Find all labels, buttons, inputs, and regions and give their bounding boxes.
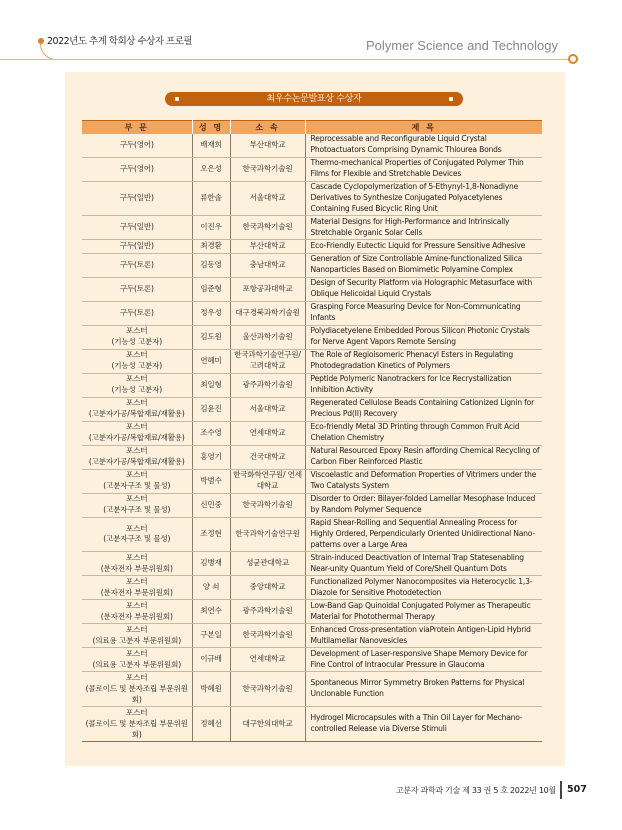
category-cell-text: 구두(토론) [119, 307, 154, 317]
name-cell-text: 최연수 [200, 606, 222, 616]
affiliation-cell [230, 134, 305, 158]
table-row [82, 493, 542, 517]
section-title: 2022년도 추계 학회상 수상자 프로필 [47, 36, 193, 47]
name-cell-text: 홍영기 [200, 451, 222, 461]
name-cell [192, 576, 230, 600]
affiliation-cell-text: 광주과학기술원 [242, 606, 293, 616]
category-cell [82, 134, 192, 158]
affiliation-cell [230, 672, 305, 707]
ring-icon [568, 54, 578, 64]
category-cell-text: 포스터 [126, 649, 148, 658]
table-row [82, 421, 542, 445]
title-cell-text: Generation of Size Controllable Amine-functionalized Silica Nanoparticles Based on Biomimetic Polyamine Complex [310, 254, 523, 274]
affiliation-cell-text: 한국과학기술연구원/ 고려대학교 [234, 350, 301, 370]
affiliation-cell-text: 한국과학기술원 [242, 499, 293, 509]
title-cell-text: Eco-friendly Metal 3D Printing through Common Fruit Acid Chelation Chemistry [310, 422, 520, 442]
affiliation-cell [230, 240, 305, 253]
affiliation-cell [230, 421, 305, 445]
title-cell [305, 517, 542, 552]
table-row [82, 648, 542, 672]
category-cell [82, 707, 192, 742]
name-cell-text: 연혜미 [200, 355, 222, 365]
title-cell [305, 277, 542, 301]
affiliation-cell [230, 445, 305, 469]
category-cell [82, 493, 192, 517]
table-row [82, 576, 542, 600]
category-cell-text: (고분자가공/복합재료/재활용) [88, 409, 185, 418]
title-cell-text: Enhanced Cross-presentation viaProtein Antigen-Lipid Hybrid Multilamellar Nanovesicles [310, 625, 531, 645]
col-affiliation: 소 속 [230, 121, 305, 134]
banner-dot-icon [175, 97, 179, 101]
col-name: 성 명 [192, 121, 230, 134]
category-cell-text: 포스터 [126, 601, 148, 610]
category-cell-text: 포스터 [126, 553, 148, 562]
title-cell-text: Peptide Polymeric Nanotrackers for Ice Recrystallization Inhibition Activity [310, 374, 512, 394]
table-row [82, 707, 542, 742]
journal-title: Polymer Science and Technology [366, 38, 558, 53]
table-row [82, 253, 542, 277]
title-cell-text: Spontaneous Mirror Symmetry Broken Patterns for Physical Unclonable Function [310, 678, 525, 699]
name-cell [192, 325, 230, 349]
table-row [82, 600, 542, 624]
affiliation-cell-text: 건국대학교 [249, 451, 286, 461]
table-row [82, 672, 542, 707]
title-cell-text: Viscoelastic and Deformation Properties of Vitrimers under the Two Catalysts System [310, 470, 537, 490]
table-row [82, 240, 542, 253]
affiliation-cell [230, 157, 305, 181]
affiliation-cell [230, 325, 305, 349]
name-cell [192, 624, 230, 648]
category-cell-text: 구두(영어) [119, 139, 154, 149]
title-cell [305, 648, 542, 672]
name-cell-text: 김동영 [200, 259, 222, 269]
name-cell [192, 373, 230, 397]
title-cell [305, 397, 542, 421]
affiliation-cell [230, 624, 305, 648]
title-cell-text: Regenerated Cellulose Beads Containing Cationized Lignin for Precious Pd(II) Recovery [310, 398, 534, 418]
page-number: 507 [567, 784, 587, 795]
title-cell-text: Thermo-mechanical Properties of Conjugated Polymer Thin Films for Flexible and Stretchable Devices [310, 158, 524, 178]
category-cell [82, 181, 192, 216]
title-cell [305, 469, 542, 493]
affiliation-cell-text: 부산대학교 [249, 241, 286, 250]
category-cell [82, 624, 192, 648]
affiliation-cell [230, 301, 305, 325]
title-cell-text: Eco-Friendly Eutectic Liquid for Pressure Sensitive Adhesive [310, 241, 526, 250]
name-cell [192, 253, 230, 277]
category-cell-text: (콜로이드 및 분자조립 부문위원회) [85, 718, 188, 739]
category-cell-text: 포스터 [126, 326, 148, 336]
name-cell-text: 이진우 [200, 222, 222, 232]
name-cell [192, 216, 230, 240]
title-cell-text: Cascade Cyclopolymerization of 5-Ethynyl-1,8-Nonadiyne Derivatives to Synthesize Conjugated Polyacetylenes Containing Fused Bicyclic Ring Unit [310, 182, 519, 213]
category-cell-text: (고분자구조 및 물성) [103, 505, 171, 514]
title-cell [305, 552, 542, 576]
name-cell [192, 397, 230, 421]
name-cell-text: 조정현 [200, 529, 222, 538]
name-cell-text: 김병재 [200, 558, 222, 568]
name-cell [192, 277, 230, 301]
title-cell-text: Hydrogel Microcapsules with a Thin Oil Layer for Mechano-controlled Release via Diverse Stimuli [310, 713, 523, 734]
name-cell-text: 김도원 [200, 331, 222, 341]
title-cell [305, 624, 542, 648]
title-cell [305, 325, 542, 349]
table-row [82, 181, 542, 216]
affiliation-cell [230, 707, 305, 742]
title-cell [305, 600, 542, 624]
category-cell-text: 포스터 [126, 422, 148, 432]
table-header-row [82, 121, 542, 134]
banner-title: 최우수논문발표상 수상자 [266, 94, 362, 104]
name-cell-text: 박혜원 [200, 683, 222, 693]
title-cell [305, 216, 542, 240]
title-cell-text: Development of Laser-responsive Shape Memory Device for Fine Control of Intraocular Pressure in Glaucoma [310, 649, 528, 669]
affiliation-cell-text: 서울대학교 [249, 193, 286, 202]
table-row [82, 624, 542, 648]
table-row [82, 325, 542, 349]
name-cell-text: 최경환 [200, 241, 222, 250]
title-cell-text: Natural Resourced Epoxy Resin affording Chemical Recycling of Carbon Fiber Reinforced Plastic [310, 446, 540, 466]
table-row [82, 157, 542, 181]
affiliation-cell [230, 552, 305, 576]
table-row [82, 469, 542, 493]
name-cell [192, 301, 230, 325]
category-cell [82, 240, 192, 253]
affiliation-cell-text: 성균관대학교 [246, 558, 289, 568]
category-cell-text: (의료용 고분자 부문위원회) [92, 659, 181, 669]
affiliation-cell-text: 한국과학기술원 [242, 630, 293, 640]
name-cell-text: 오은성 [200, 163, 222, 173]
category-cell-text: (콜로이드 및 분자조립 부문위원회) [85, 683, 188, 704]
banner-dot-icon [449, 97, 453, 101]
affiliation-cell-text: 연세대학교 [249, 654, 286, 664]
category-cell-text: (고분자구조 및 물성) [103, 481, 171, 490]
affiliation-cell-text: 대구한의대학교 [242, 718, 293, 728]
title-cell [305, 157, 542, 181]
category-cell-text: 포스터 [126, 577, 148, 586]
name-cell-text: 배재희 [200, 139, 222, 149]
category-cell [82, 469, 192, 493]
title-cell [305, 253, 542, 277]
category-cell-text: 포스터 [126, 374, 148, 384]
name-cell [192, 707, 230, 742]
category-cell-text: 포스터 [126, 470, 148, 480]
table-row [82, 349, 542, 373]
category-cell-text: 구두(일반) [119, 241, 154, 250]
category-cell [82, 517, 192, 552]
category-cell-text: (기능성 고분자) [111, 361, 163, 370]
name-cell [192, 493, 230, 517]
name-cell-text: 류한솔 [200, 193, 222, 202]
affiliation-cell-text: 한국과학기술원 [242, 163, 293, 173]
affiliation-cell-text: 충남대학교 [249, 259, 286, 269]
title-cell [305, 240, 542, 253]
category-cell [82, 277, 192, 301]
table-row [82, 216, 542, 240]
name-cell [192, 552, 230, 576]
affiliation-cell-text: 부산대학교 [249, 139, 286, 149]
name-cell-text: 임준형 [200, 283, 222, 293]
awardee-table [82, 120, 542, 742]
category-cell [82, 373, 192, 397]
category-cell-text: 구두(영어) [119, 163, 154, 173]
category-cell-text: 구두(토론) [119, 283, 154, 293]
category-cell-text: (분자전자 부문위원회) [100, 587, 173, 597]
affiliation-cell [230, 517, 305, 552]
category-cell-text: (분자전자 부문위원회) [100, 611, 173, 621]
affiliation-cell [230, 253, 305, 277]
category-cell [82, 648, 192, 672]
category-cell [82, 600, 192, 624]
name-cell-text: 조수영 [200, 427, 222, 437]
title-cell [305, 576, 542, 600]
title-cell [305, 707, 542, 742]
category-cell [82, 421, 192, 445]
name-cell-text: 정우성 [200, 307, 222, 317]
title-cell [305, 672, 542, 707]
name-cell-text: 이규배 [200, 654, 222, 664]
col-category: 부 문 [82, 121, 192, 134]
title-cell-text: Design of Security Platform via Holographic Metasurface with Oblique Helicoidal Liquid Crystals [310, 278, 533, 298]
table-row [82, 397, 542, 421]
table-row [82, 373, 542, 397]
footer-citation: 고분자 과학과 기술 제 33 권 5 호 2022년 10월 [396, 786, 556, 795]
category-cell-text: (기능성 고분자) [111, 337, 163, 346]
affiliation-cell [230, 469, 305, 493]
affiliation-cell-text: 한국과학기술원 [242, 683, 293, 693]
title-cell [305, 421, 542, 445]
category-cell-text: (의료용 고분자 부문위원회) [92, 635, 181, 645]
col-title: 제 목 [305, 121, 542, 134]
title-cell-text: The Role of Regioisomeric Phenacyl Esters in Regulating Photodegradation Kinetics of Polymers [310, 350, 514, 370]
name-cell [192, 672, 230, 707]
title-cell [305, 493, 542, 517]
category-cell-text: (기능성 고분자) [111, 385, 163, 394]
table-row [82, 134, 542, 158]
title-cell-text: Low-Band Gap Quinoidal Conjugated Polymer as Therapeutic Material for Photothermal Therapy [310, 601, 531, 621]
category-cell [82, 397, 192, 421]
name-cell [192, 134, 230, 158]
title-cell [305, 181, 542, 216]
affiliation-cell-text: 포항공과대학교 [242, 283, 293, 293]
title-cell-text: Material Designs for High-Performance and Intrinsically Stretchable Organic Solar Cells [310, 217, 510, 237]
table-row [82, 552, 542, 576]
title-cell-text: Reprocessable and Reconfigurable Liquid Crystal Photoactuators Comprising Dynamic Thiourea Bonds [310, 134, 502, 154]
affiliation-cell-text: 한국화학연구원/ 연세대학교 [233, 470, 302, 490]
name-cell [192, 600, 230, 624]
name-cell [192, 181, 230, 216]
name-cell-text: 박범수 [200, 475, 222, 485]
name-cell [192, 517, 230, 552]
table-row [82, 517, 542, 552]
title-cell-text: Polydiacetyelene Embedded Porous Silicon Photonic Crystals for Nerve Agent Vapors Remote Sensing [310, 326, 530, 346]
affiliation-cell [230, 648, 305, 672]
category-cell-text: 포스터 [126, 494, 148, 504]
name-cell-text: 신민중 [200, 499, 222, 509]
category-cell-text: 포스터 [126, 350, 148, 360]
name-cell-text: 최일형 [200, 379, 222, 389]
title-cell-text: Grasping Force Measuring Device for Non-Communicating Infants [310, 302, 521, 322]
affiliation-cell-text: 중앙대학교 [249, 582, 286, 592]
affiliation-cell-text: 대구경북과학기술원 [235, 307, 300, 317]
category-cell [82, 253, 192, 277]
table-row [82, 445, 542, 469]
category-cell-text: 포스터 [126, 523, 148, 533]
footer-divider [560, 781, 562, 799]
category-cell-text: 구두(일반) [119, 193, 154, 202]
category-cell [82, 576, 192, 600]
category-cell [82, 216, 192, 240]
title-cell [305, 301, 542, 325]
affiliation-cell-text: 서울대학교 [249, 403, 286, 413]
category-cell-text: 포스터 [126, 398, 148, 408]
category-cell-text: (고분자구조 및 물성) [103, 534, 171, 544]
table-row [82, 277, 542, 301]
affiliation-cell [230, 493, 305, 517]
affiliation-cell-text: 한국과학기술연구원 [235, 529, 300, 538]
affiliation-cell [230, 277, 305, 301]
title-cell [305, 349, 542, 373]
category-cell [82, 157, 192, 181]
name-cell-text: 양 쇠 [202, 582, 220, 592]
affiliation-cell-text: 울산과학기술원 [242, 331, 293, 341]
name-cell-text: 구본일 [200, 630, 222, 640]
name-cell [192, 469, 230, 493]
name-cell [192, 421, 230, 445]
category-cell [82, 672, 192, 707]
name-cell [192, 445, 230, 469]
affiliation-cell [230, 600, 305, 624]
category-cell-text: (고분자가공/복합재료/재활용) [88, 433, 185, 442]
affiliation-cell [230, 397, 305, 421]
category-cell [82, 349, 192, 373]
category-cell [82, 301, 192, 325]
category-cell [82, 552, 192, 576]
title-cell [305, 134, 542, 158]
category-cell-text: (고분자가공/복합재료/재활용) [88, 457, 185, 466]
award-banner [165, 92, 463, 106]
name-cell-text: 김윤진 [200, 403, 222, 413]
name-cell [192, 240, 230, 253]
title-cell-text: Functionalized Polymer Nanocomposites via Heterocyclic 1,3-Diazole for Sensitive Photodetection [310, 577, 533, 597]
affiliation-cell-text: 광주과학기술원 [242, 379, 293, 389]
category-cell-text: 포스터 [126, 446, 148, 456]
name-cell-text: 정혜선 [200, 718, 222, 728]
affiliation-cell-text: 한국과학기술원 [242, 222, 293, 232]
name-cell [192, 349, 230, 373]
category-cell [82, 445, 192, 469]
category-cell-text: 포스터 [126, 625, 148, 634]
title-cell-text: Disorder to Order: Bilayer-folded Lamellar Mesophase Induced by Random Polymer Sequence [310, 494, 536, 514]
title-cell-text: Rapid Shear-Rolling and Sequential Annealing Process for Highly Ordered, Perpendicularly Oriented Unidirectional Nano-patterns over a Large Area [310, 518, 535, 549]
table-row [82, 301, 542, 325]
affiliation-cell [230, 216, 305, 240]
category-cell [82, 325, 192, 349]
affiliation-cell [230, 373, 305, 397]
name-cell [192, 157, 230, 181]
category-cell-text: 구두(토론) [119, 259, 154, 269]
category-cell-text: 포스터 [126, 707, 148, 717]
name-cell [192, 648, 230, 672]
category-cell-text: 포스터 [126, 673, 148, 682]
title-cell-text: Strain-induced Deactivation of Internal Trap Statesenabling Near-unity Quantum Yield of Core/Shell Quantum Dots [310, 553, 524, 573]
title-cell [305, 373, 542, 397]
category-cell-text: (분자전자 부문위원회) [100, 563, 173, 573]
affiliation-cell [230, 181, 305, 216]
affiliation-cell [230, 349, 305, 373]
category-cell-text: 구두(일반) [119, 222, 154, 232]
header-divider [0, 59, 570, 60]
title-cell [305, 445, 542, 469]
affiliation-cell [230, 576, 305, 600]
affiliation-cell-text: 연세대학교 [249, 427, 286, 437]
